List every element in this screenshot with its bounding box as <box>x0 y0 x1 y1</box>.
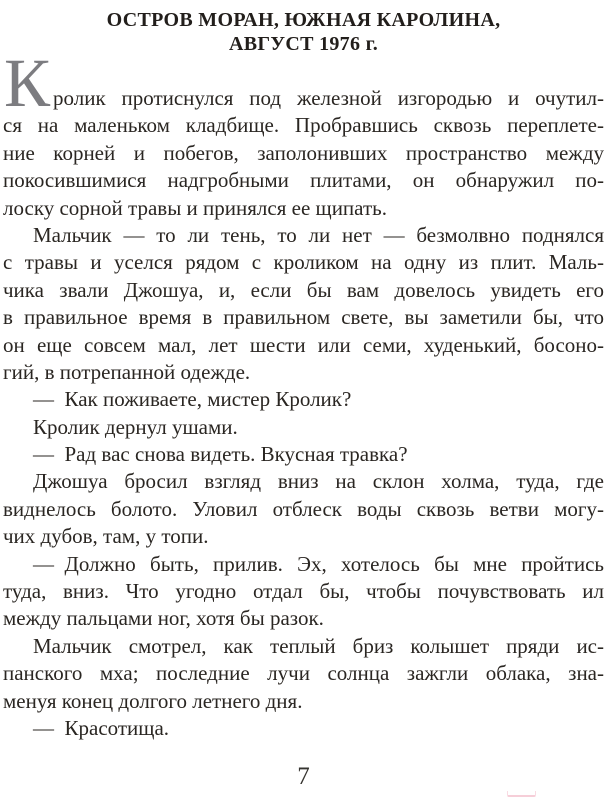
text-line: с травы и уселся рядом с кроликом на одну из плит. Маль- <box>3 250 604 275</box>
text-line: чих дубов, там, у топи. <box>3 524 209 549</box>
text-line: ролик протиснулся под железной изгородью и очутил- <box>53 86 604 110</box>
chapter-heading-line-1: ОСТРОВ МОРАН, ЮЖНАЯ КАРОЛИНА, <box>106 9 501 31</box>
paragraph <box>3 633 604 715</box>
text-line: Джошуа бросил взгляд вниз на склон холма, туда, где <box>33 469 604 494</box>
text-line: виднелось болото. Уловил отблеск воды сквозь ветви могу- <box>3 496 604 521</box>
page-number: 7 <box>297 763 310 790</box>
text-block <box>3 45 604 742</box>
paragraph <box>3 222 604 386</box>
chapter-heading <box>0 8 607 56</box>
text-line: в правильное время в правильном свете, вы заметили бы, что <box>3 305 604 330</box>
text-line: он еще совсем мал, лет шести или семи, худенький, босоно- <box>3 332 604 357</box>
chapter-heading-line-2: АВГУСТ 1976 г. <box>229 33 378 55</box>
text-line: Мальчик смотрел, как теплый бриз колышет пряди ис- <box>33 633 604 658</box>
paragraph <box>3 715 604 742</box>
text-line: — Должно быть, прилив. Эх, хотелось бы мне пройтись <box>33 551 604 576</box>
scan-artifact-pink-mark <box>507 791 536 797</box>
paragraph <box>3 414 604 441</box>
text-line: туда, вниз. Что угодно отдал бы, чтобы почувствовать ил <box>3 579 604 604</box>
raised-initial-cap: К <box>4 45 51 121</box>
paragraph <box>3 45 604 222</box>
text-line: ние корней и побегов, заполонивших пространство между <box>3 140 604 165</box>
text-line: лоску сорной травы и принялся ее щипать. <box>3 195 387 220</box>
paragraph <box>3 441 604 468</box>
paragraph <box>3 386 604 413</box>
text-line: ся на маленьком кладбище. Пробравшись сквозь переплете- <box>3 113 604 138</box>
text-line: — Как поживаете, мистер Кролик? <box>33 387 352 412</box>
text-line: — Красотища. <box>33 715 170 740</box>
paragraph <box>3 468 604 550</box>
text-line: чика звали Джошуа, и, если бы вам довелось увидеть его <box>3 277 604 302</box>
text-line: Мальчик — то ли тень, то ли нет — безмолвно поднялся <box>33 222 604 247</box>
text-line: покосившимися надгробными плитами, он обнаружил по- <box>3 168 604 193</box>
paragraph <box>3 551 604 633</box>
text-line: гий, в потрепанной одежде. <box>3 359 251 384</box>
text-line: — Рад вас снова видеть. Вкусная травка? <box>33 442 408 467</box>
text-line: между пальцами ног, хотя бы разок. <box>3 606 324 631</box>
text-line: Кролик дернул ушами. <box>33 414 238 439</box>
text-line: менуя конец долгого летнего дня. <box>3 688 303 713</box>
text-line: панского мха; последние лучи солнца зажгли облака, зна- <box>3 661 604 686</box>
